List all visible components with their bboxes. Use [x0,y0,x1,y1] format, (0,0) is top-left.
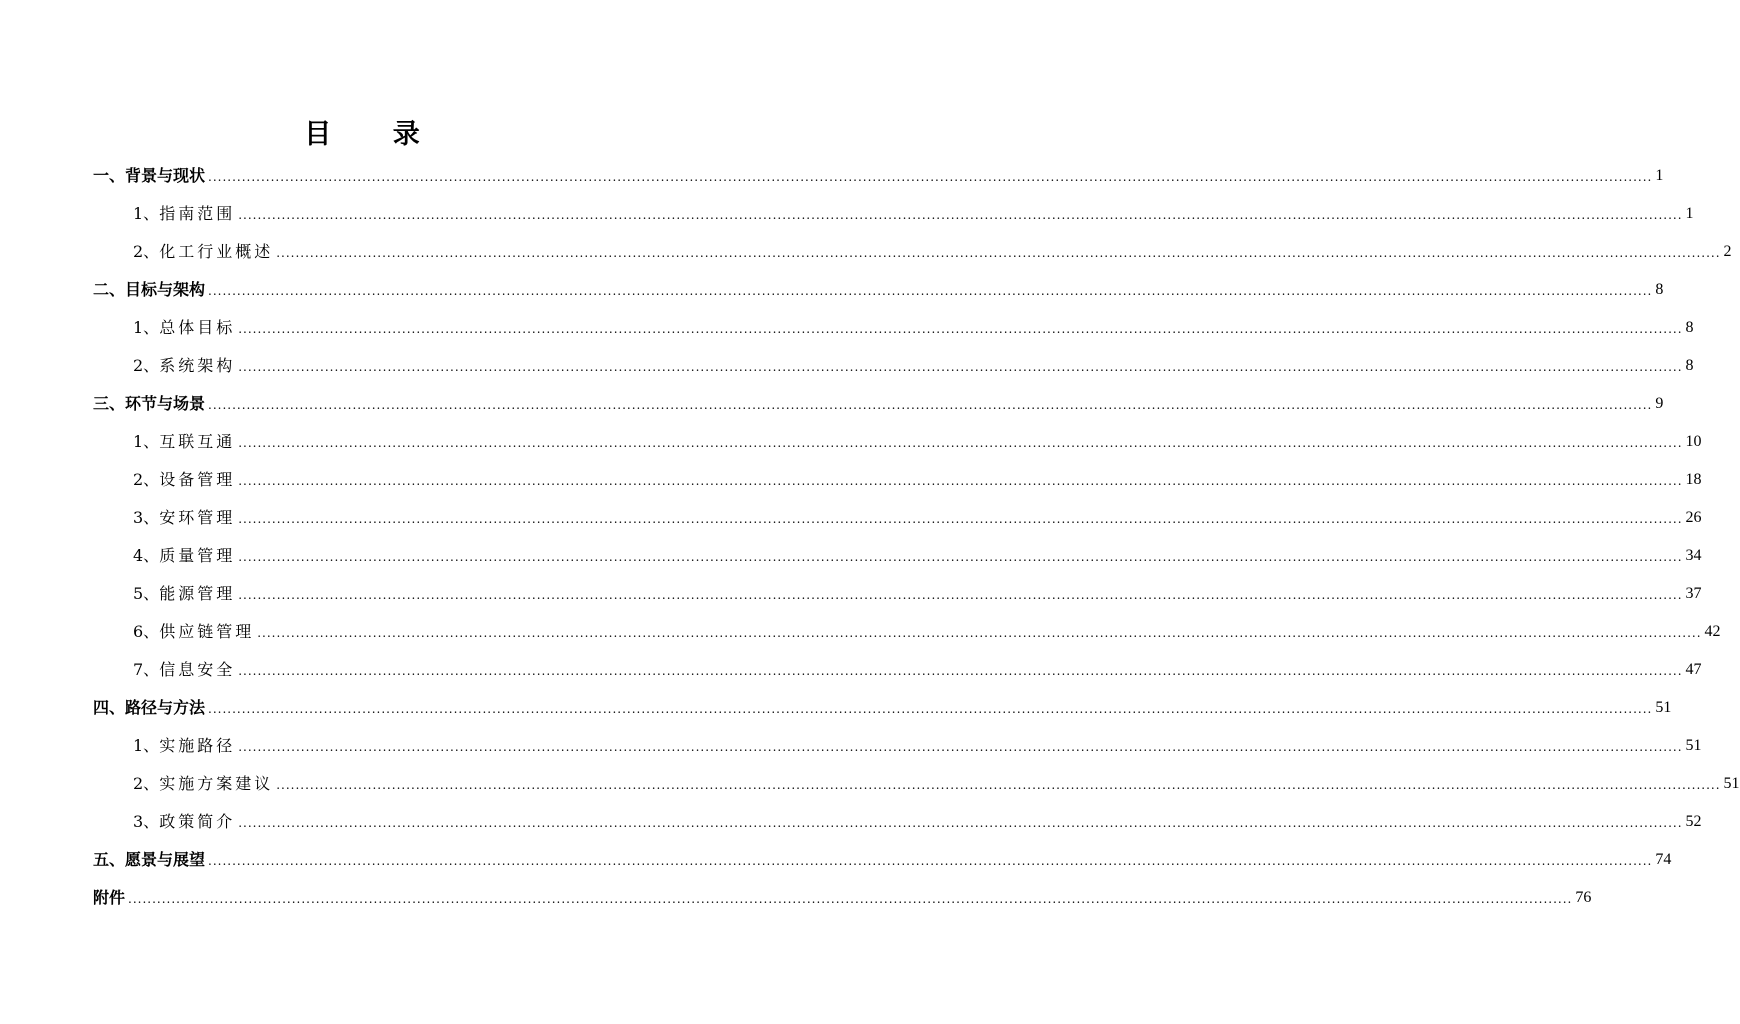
toc-entry[interactable] [93,680,1672,718]
toc-entry-page-number: 8 [1685,357,1694,374]
toc-entry-page-number: 34 [1685,547,1702,564]
toc-entry-label: 目标与架构 [125,280,206,299]
toc-title: 目 录 [304,119,446,150]
dot-leader: ............................................................................................................................................................................................................................................................................................................ [238,208,1683,222]
toc-entry-page-number: 1 [1685,205,1694,222]
toc-entry-number: 一、 [93,166,126,185]
toc-entry-page-number: 51 [1655,699,1672,716]
toc-entry-number: 三、 [93,394,126,413]
toc-entry[interactable] [93,718,1702,756]
toc-entry-label: 背景与现状 [125,166,206,185]
toc-entry[interactable] [93,148,1664,186]
dot-leader: ............................................................................................................................................................................................................................................................................................................ [238,664,1683,678]
toc-entry-label: 系统架构 [159,356,236,375]
toc-entry-label: 供应链管理 [159,622,255,641]
dot-leader: ............................................................................................................................................................................................................................................................................................................ [238,322,1683,336]
dot-leader: ............................................................................................................................................................................................................................................................................................................ [208,170,1653,184]
dot-leader: ............................................................................................................................................................................................................................................................................................................ [238,816,1683,830]
toc-entry-page-number: 74 [1655,851,1672,868]
toc-entry-page-number: 47 [1685,661,1702,678]
toc-entry[interactable] [93,300,1694,338]
dot-leader: ............................................................................................................................................................................................................................................................................................................ [238,740,1683,754]
dot-leader: ............................................................................................................................................................................................................................................................................................................ [257,626,1702,640]
dot-leader: ............................................................................................................................................................................................................................................................................................................ [208,854,1653,868]
toc-entry-label: 化工行业概述 [159,242,274,261]
toc-entry-label: 附件 [93,888,126,907]
dot-leader: ............................................................................................................................................................................................................................................................................................................ [128,892,1573,906]
toc-entry[interactable] [93,490,1702,528]
table-of-contents [93,148,1740,908]
toc-entry[interactable] [93,376,1664,414]
toc-entry-number: 2、 [133,470,160,489]
toc-entry-page-number: 52 [1685,813,1702,830]
toc-entry-page-number: 51 [1685,737,1702,754]
toc-entry-label: 信息安全 [159,660,236,679]
toc-entry-number: 1、 [133,318,160,337]
toc-entry-page-number: 8 [1685,319,1694,336]
toc-entry-label: 政策简介 [159,812,236,831]
toc-entry-number: 2、 [133,356,160,375]
dot-leader: ............................................................................................................................................................................................................................................................................................................ [238,474,1683,488]
toc-entry-label: 质量管理 [159,546,236,565]
toc-entry[interactable] [93,832,1672,870]
toc-entry-number: 3、 [133,812,160,831]
toc-entry-number: 7、 [133,660,160,679]
toc-entry-label: 安环管理 [159,508,236,527]
toc-entry[interactable] [93,528,1702,566]
toc-entry-page-number: 8 [1655,281,1664,298]
toc-entry-label: 实施方案建议 [159,774,274,793]
dot-leader: ............................................................................................................................................................................................................................................................................................................ [238,436,1683,450]
toc-entry-page-number: 37 [1685,585,1702,602]
toc-entry-label: 总体目标 [159,318,236,337]
toc-entry[interactable] [93,642,1702,680]
dot-leader: ............................................................................................................................................................................................................................................................................................................ [238,512,1683,526]
toc-entry-number: 3、 [133,508,160,527]
dot-leader: ............................................................................................................................................................................................................................................................................................................ [238,588,1683,602]
toc-entry-label: 设备管理 [159,470,236,489]
toc-entry-page-number: 42 [1704,623,1721,640]
dot-leader: ............................................................................................................................................................................................................................................................................................................ [238,360,1683,374]
toc-entry-page-number: 2 [1723,243,1732,260]
toc-entry-label: 路径与方法 [125,698,206,717]
toc-entry[interactable] [93,186,1694,224]
toc-entry[interactable] [93,414,1702,452]
toc-entry-number: 5、 [133,584,160,603]
dot-leader: ............................................................................................................................................................................................................................................................................................................ [208,398,1653,412]
toc-entry-number: 1、 [133,204,160,223]
toc-entry[interactable] [93,338,1694,376]
toc-entry-number: 五、 [93,850,126,869]
toc-entry[interactable] [93,794,1702,832]
toc-entry[interactable] [93,604,1721,642]
toc-entry-number: 2、 [133,774,160,793]
dot-leader: ............................................................................................................................................................................................................................................................................................................ [208,284,1653,298]
dot-leader: ............................................................................................................................................................................................................................................................................................................ [238,550,1683,564]
toc-entry-page-number: 10 [1685,433,1702,450]
toc-entry[interactable] [93,756,1740,794]
toc-entry[interactable] [93,870,1592,908]
dot-leader: ............................................................................................................................................................................................................................................................................................................ [208,702,1653,716]
toc-entry-number: 4、 [133,546,160,565]
toc-entry[interactable] [93,452,1702,490]
toc-entry-number: 1、 [133,736,160,755]
toc-entry-page-number: 18 [1685,471,1702,488]
toc-entry-number: 1、 [133,432,160,451]
toc-entry[interactable] [93,566,1702,604]
toc-entry[interactable] [93,224,1732,262]
toc-entry-label: 愿景与展望 [125,850,206,869]
toc-entry-label: 互联互通 [159,432,236,451]
toc-entry-page-number: 9 [1655,395,1664,412]
toc-entry-number: 四、 [93,698,126,717]
dot-leader: ............................................................................................................................................................................................................................................................................................................ [276,246,1721,260]
toc-entry-label: 环节与场景 [125,394,206,413]
toc-entry-page-number: 51 [1723,775,1740,792]
toc-entry-page-number: 26 [1685,509,1702,526]
dot-leader: ............................................................................................................................................................................................................................................................................................................ [276,778,1721,792]
toc-entry-number: 6、 [133,622,160,641]
toc-entry-label: 实施路径 [159,736,236,755]
toc-entry[interactable] [93,262,1664,300]
toc-entry-number: 二、 [93,280,126,299]
toc-entry-label: 能源管理 [159,584,236,603]
toc-entry-page-number: 1 [1655,167,1664,184]
toc-entry-page-number: 76 [1575,889,1592,906]
toc-entry-label: 指南范围 [159,204,236,223]
toc-entry-number: 2、 [133,242,160,261]
